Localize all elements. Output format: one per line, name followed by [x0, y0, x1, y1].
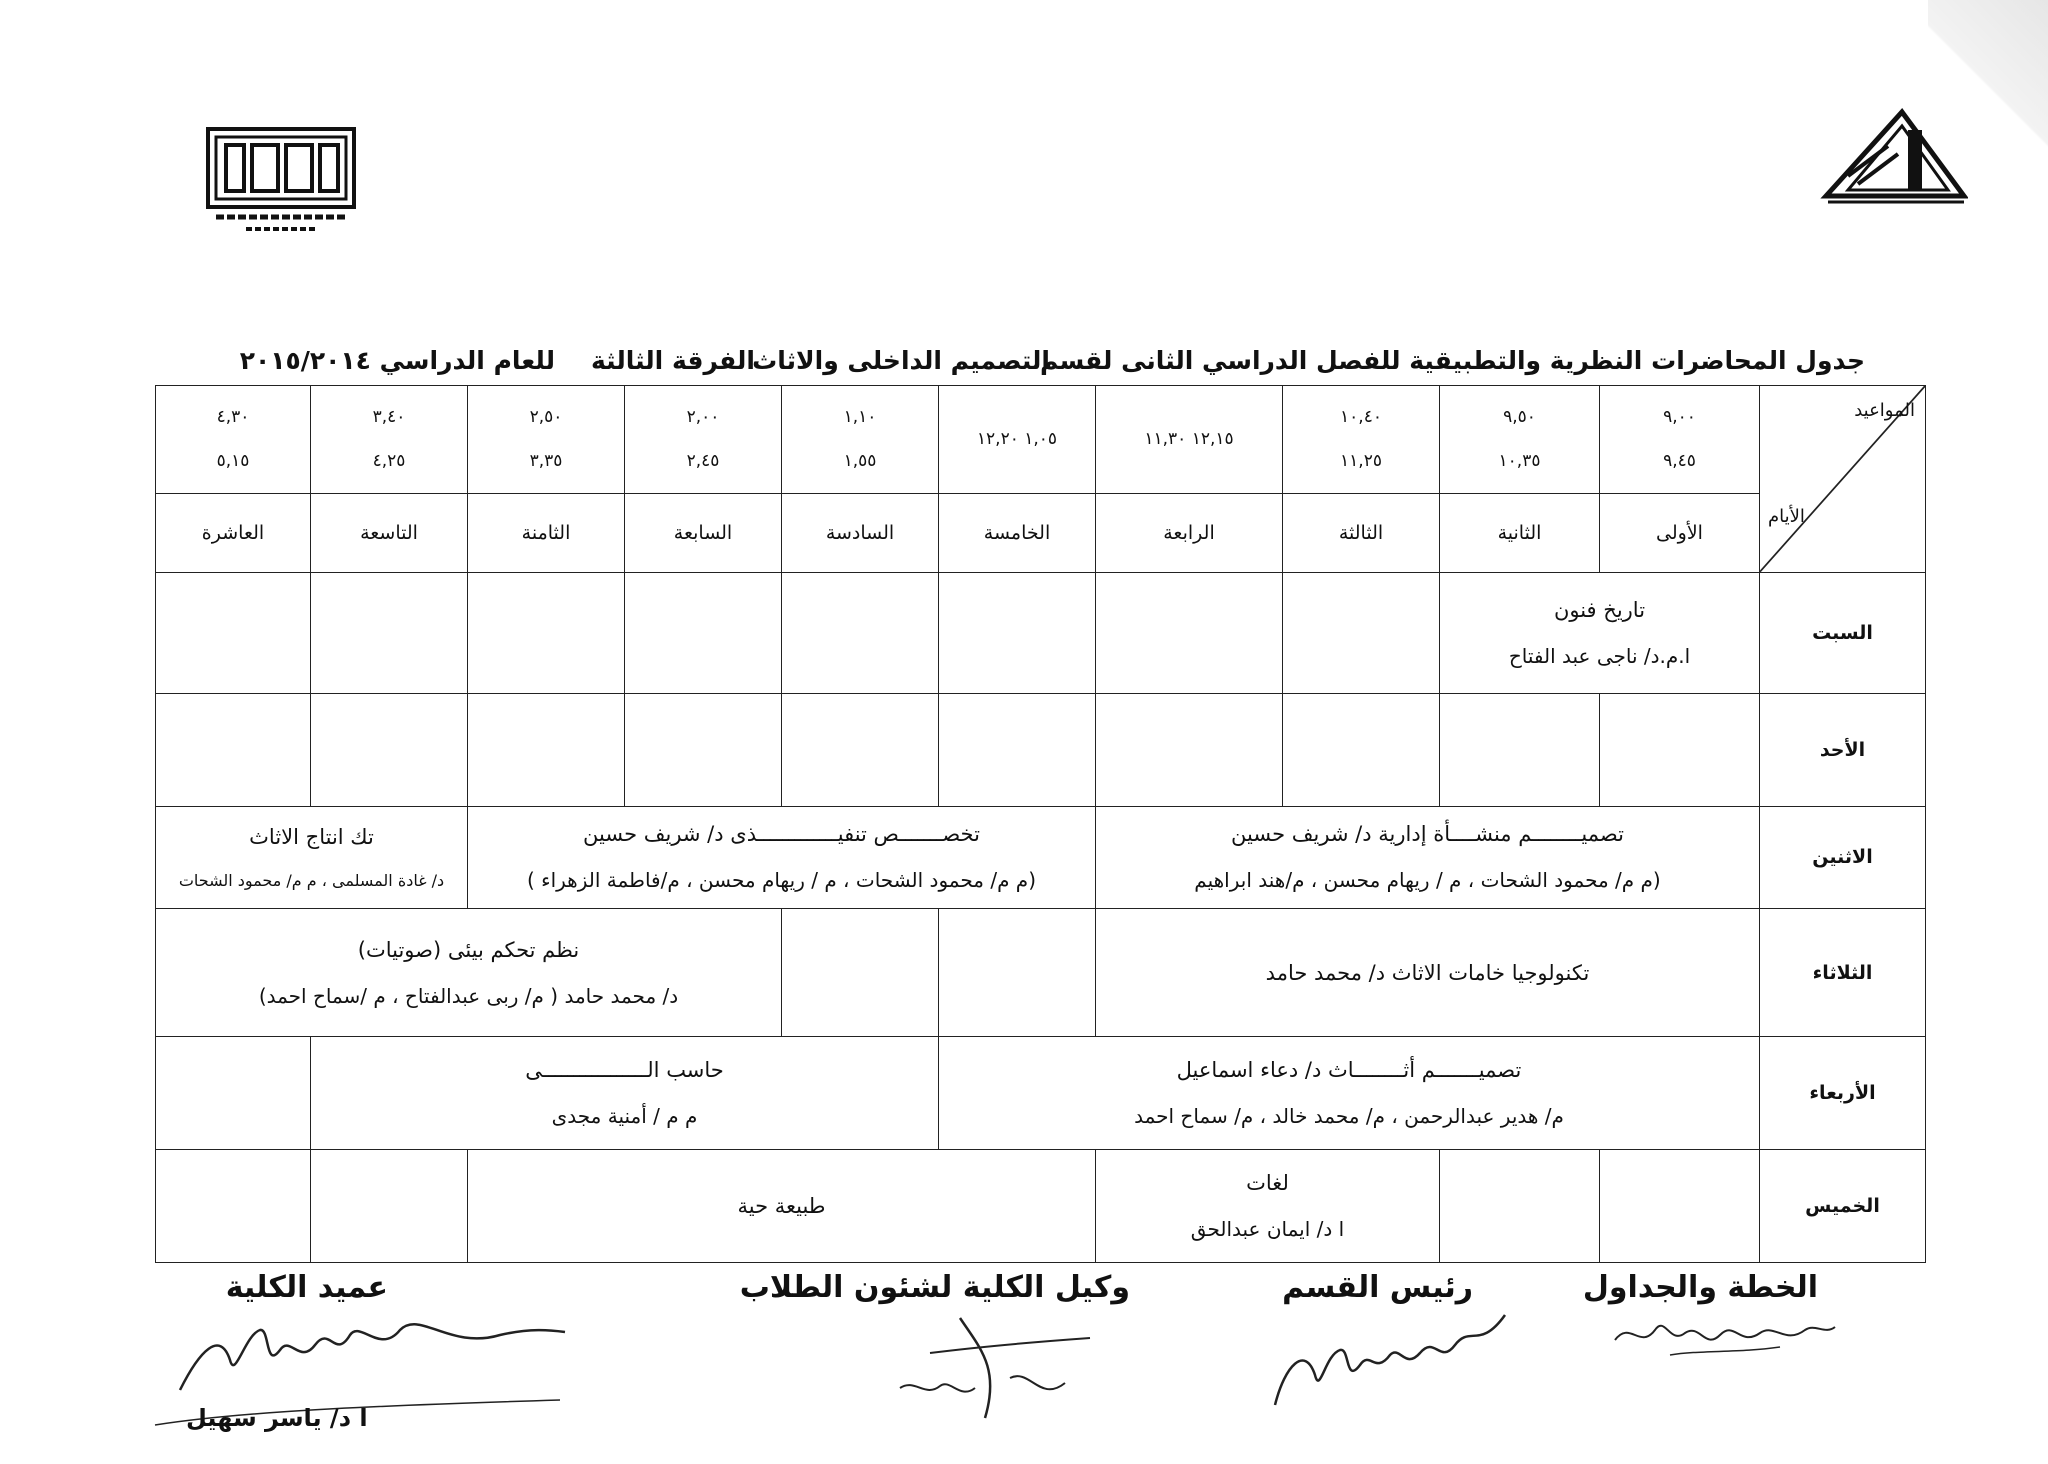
period-name: الخامسة — [939, 493, 1096, 572]
class-title: تكنولوجيا خامات الاثاث د/ محمد حامد — [1265, 960, 1590, 985]
class-title: تك انتاج الاثاث — [249, 824, 374, 849]
period-range: ١,٠٥ ١٢,٢٠ — [976, 429, 1058, 450]
title-year: للعام الدراسي ٢٠١٥/٢٠١٤ — [239, 346, 555, 375]
period-name: الثانية — [1440, 493, 1600, 572]
empty-cell — [1283, 572, 1440, 693]
empty-cell — [625, 572, 782, 693]
period-range: ١٢,١٥ ١١,٣٠ — [1144, 429, 1234, 450]
class-title: طبيعة حية — [737, 1194, 826, 1219]
class-staff: م/ هدير عبدالرحمن ، م/ محمد خالد ، م/ سماح احمد — [1134, 1104, 1564, 1129]
period-name: الأولى — [1600, 493, 1760, 572]
empty-cell — [1600, 693, 1760, 806]
day-monday: الاثنين — [1760, 806, 1926, 909]
class-title: حاسب الـــــــــــــــــى — [525, 1058, 724, 1083]
empty-cell — [939, 572, 1096, 693]
class-cell — [311, 1037, 939, 1150]
schedule-title — [150, 340, 1865, 384]
period-end: ٤,٢٥ — [372, 451, 406, 472]
empty-cell — [782, 572, 939, 693]
signature-head-title: رئيس القسم — [1282, 1270, 1473, 1305]
period-start: ٣,٤٠ — [372, 407, 406, 428]
period-time-cell — [468, 386, 625, 494]
day-tuesday: الثلاثاء — [1760, 909, 1926, 1037]
period-time-cell — [311, 386, 468, 494]
class-title: نظم تحكم بيئى (صوتيات) — [357, 937, 580, 962]
class-cell — [156, 909, 782, 1037]
schedule-table — [155, 385, 1926, 1263]
period-time-cell — [156, 386, 311, 494]
empty-cell — [468, 693, 625, 806]
day-saturday: السبت — [1760, 572, 1926, 693]
period-name: التاسعة — [311, 493, 468, 572]
period-end: ١,٥٥ — [843, 451, 877, 472]
period-start: ١٠,٤٠ — [1340, 407, 1382, 428]
period-start: ٢,٠٠ — [686, 407, 720, 428]
class-title: تخصـــــــص تنفيـــــــــــــذى د/ شريف حسين — [583, 822, 980, 847]
class-staff: (م م/ محمود الشحات ، م / ريهام محسن ، م/فاطمة الزهراء ) — [527, 868, 1036, 893]
signature-vice-title: وكيل الكلية لشئون الطلاب — [739, 1270, 1130, 1305]
empty-cell — [156, 1150, 311, 1263]
faculty-logo — [206, 127, 356, 237]
signature-dean-title: عميد الكلية — [225, 1270, 388, 1305]
period-start: ٤,٣٠ — [216, 407, 250, 428]
empty-cell — [311, 693, 468, 806]
period-end: ٢,٤٥ — [686, 451, 720, 472]
class-cell — [468, 1150, 1096, 1263]
class-staff: م م / أمنية مجدى — [551, 1104, 698, 1129]
class-cell — [156, 806, 468, 909]
empty-cell — [1440, 1150, 1600, 1263]
period-end: ٥,١٥ — [216, 451, 250, 472]
period-time-cell — [939, 386, 1096, 494]
title-department: التصميم الداخلى والاثاث — [752, 346, 1050, 375]
empty-cell — [311, 1150, 468, 1263]
title-level: الفرقة الثالثة — [590, 346, 755, 375]
period-end: ١٠,٣٥ — [1498, 451, 1541, 472]
empty-cell — [625, 693, 782, 806]
empty-cell — [782, 693, 939, 806]
period-name: الثامنة — [468, 493, 625, 572]
empty-cell — [782, 909, 939, 1037]
class-staff: د/ غادة المسلمى ، م م/ محمود الشحات — [178, 870, 445, 890]
period-name: الرابعة — [1096, 493, 1283, 572]
period-name: العاشرة — [156, 493, 311, 572]
corner-days-label: الأيام — [1768, 505, 1805, 527]
period-start: ٩,٥٠ — [1503, 407, 1536, 428]
period-time-cell — [1600, 386, 1760, 494]
class-cell — [468, 806, 1096, 909]
class-cell — [939, 1037, 1760, 1150]
class-staff: د/ محمد حامد ( م/ ربى عبدالفتاح ، م /سماح احمد) — [258, 983, 679, 1008]
period-time-cell — [782, 386, 939, 494]
period-name: الثالثة — [1283, 493, 1440, 572]
empty-cell — [468, 572, 625, 693]
period-name: السابعة — [625, 493, 782, 572]
empty-cell — [1096, 693, 1283, 806]
day-wednesday: الأربعاء — [1760, 1037, 1926, 1150]
period-end: ١١,٢٥ — [1340, 451, 1382, 472]
empty-cell — [311, 572, 468, 693]
period-start: ١,١٠ — [843, 407, 877, 428]
period-start: ٢,٥٠ — [529, 407, 563, 428]
empty-cell — [939, 909, 1096, 1037]
empty-cell — [156, 1037, 311, 1150]
empty-cell — [1096, 572, 1283, 693]
period-end: ٣,٣٥ — [529, 451, 563, 472]
period-start: ٩,٠٠ — [1663, 407, 1696, 428]
handwritten-signature-plan — [1610, 1305, 1840, 1365]
dean-name: ا د/ ياسر سهيل — [186, 1404, 368, 1432]
period-time-cell — [1440, 386, 1600, 494]
university-logo — [1818, 106, 1968, 210]
empty-cell — [156, 572, 311, 693]
period-time-cell — [625, 386, 782, 494]
class-staff: ا.م.د/ ناجى عبد الفتاح — [1508, 643, 1691, 668]
signature-plan-title: الخطة والجداول — [1582, 1270, 1818, 1305]
class-cell — [1096, 1150, 1440, 1263]
empty-cell — [939, 693, 1096, 806]
class-staff: ا د/ ايمان عبدالحق — [1190, 1217, 1345, 1242]
class-staff: (م م/ محمود الشحات ، م / ريهام محسن ، م/هند ابراهيم — [1194, 868, 1661, 893]
period-time-cell — [1283, 386, 1440, 494]
empty-cell — [1600, 1150, 1760, 1263]
empty-cell — [1440, 693, 1600, 806]
header-corner-cell — [1760, 386, 1926, 573]
title-main: جدول المحاضرات النظرية والتطبيقية للفصل الدراسي الثانى لقسم — [1040, 346, 1865, 375]
class-title: تصميــــــــم منشــــأة إدارية د/ شريف حسين — [1231, 822, 1624, 847]
handwritten-signature-head — [1265, 1305, 1515, 1420]
period-time-cell — [1096, 386, 1283, 494]
class-title: تاريخ فنون — [1553, 597, 1646, 622]
class-title: تصميـــــــم أثــــــــاث د/ دعاء اسماعيل — [1176, 1058, 1522, 1083]
handwritten-signature-vice — [890, 1308, 1130, 1428]
period-name: السادسة — [782, 493, 939, 572]
day-sunday: الأحد — [1760, 693, 1926, 806]
period-end: ٩,٤٥ — [1663, 451, 1696, 472]
corner-times-label: المواعيد — [1854, 400, 1915, 421]
day-thursday: الخميس — [1760, 1150, 1926, 1263]
empty-cell — [1283, 693, 1440, 806]
class-cell — [1096, 909, 1760, 1037]
class-cell — [1096, 806, 1760, 909]
class-title: لغات — [1246, 1171, 1289, 1196]
empty-cell — [156, 693, 311, 806]
class-cell — [1440, 572, 1760, 693]
